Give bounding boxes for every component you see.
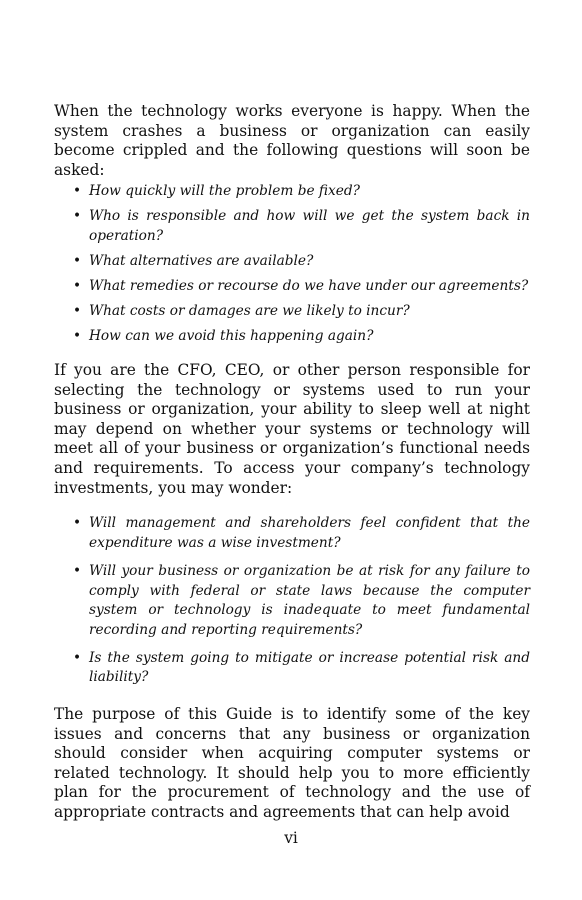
- bullet-icon: •: [73, 302, 82, 319]
- list-item-text: Will your business or organization be at risk for any failure to comply with federal or state laws because the computer system or technology is inadequate to meet fundamental recording and reporting requirements?: [89, 562, 530, 638]
- list-item: [54, 302, 530, 322]
- page-number: vi: [284, 829, 298, 847]
- list-item-text: How can we avoid this happening again?: [89, 327, 374, 344]
- questions-list: [54, 182, 530, 346]
- list-item-text: What remedies or recourse do we have under our agreements?: [89, 277, 529, 294]
- bullet-icon: •: [73, 562, 82, 579]
- list-item-text: Is the system going to mitigate or increase potential risk and liability?: [89, 649, 530, 686]
- bullet-icon: •: [73, 649, 82, 666]
- list-item-text: Will management and shareholders feel confident that the expenditure was a wise investment?: [89, 515, 530, 551]
- page-body: [54, 102, 530, 823]
- list-item: [54, 327, 530, 347]
- bullet-icon: •: [73, 277, 82, 294]
- bullet-icon: •: [73, 327, 82, 344]
- list-item-text: Who is responsible and how will we get the system back in operation?: [89, 208, 530, 244]
- list-item: [54, 182, 530, 202]
- list-item-text: How quickly will the problem be fixed?: [89, 183, 360, 200]
- list-item: [54, 277, 530, 297]
- list-item: [54, 252, 530, 272]
- list-item-text: What alternatives are available?: [89, 252, 314, 269]
- bullet-icon: •: [73, 208, 82, 225]
- list-item: [54, 514, 530, 553]
- bullet-icon: •: [73, 252, 82, 269]
- cfo-paragraph: If you are the CFO, CEO, or other person responsible for selecting the technology or systems used to run your business or organization, your ability to sleep well at night may depend on whether your systems or technology will meet all of your business or organization’s functional needs and requirements. To access your company’s technology investments, you may wonder:: [54, 361, 530, 497]
- list-item: [54, 207, 530, 246]
- list-item: [54, 649, 530, 688]
- list-item: [54, 562, 530, 640]
- bullet-icon: •: [73, 515, 82, 532]
- intro-paragraph: When the technology works everyone is happy. When the system crashes a business or organization can easily become crippled and the following questions will soon be asked:: [54, 102, 530, 179]
- concerns-list: [54, 514, 530, 688]
- list-item-text: What costs or damages are we likely to incur?: [89, 302, 410, 319]
- purpose-paragraph: The purpose of this Guide is to identify some of the key issues and concerns that any business or organization should consider when acquiring computer systems or related technology. It should help you to more efficiently plan for the procurement of technology and the use of appropriate contracts and agreements that can help avoid: [54, 704, 530, 821]
- bullet-icon: •: [73, 183, 82, 200]
